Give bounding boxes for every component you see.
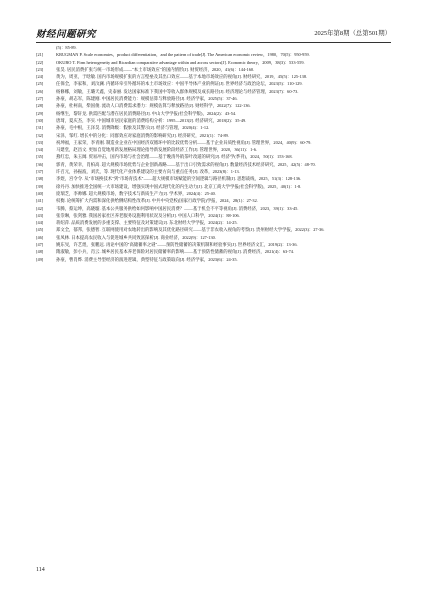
reference-item — [36, 146, 391, 153]
reference-number: [46] — [36, 234, 44, 240]
reference-text: 徐丹丹. 加快推进全国统一大市场建设，增强实现中国式现代化的内生动力[J]. 北京工商大学学报(社会科学版)，2025，40(1)：1-8. — [56, 183, 302, 189]
reference-item — [36, 248, 391, 255]
reference-list — [36, 44, 391, 263]
reference-number: [44] — [36, 220, 44, 226]
page-number: 114 — [36, 567, 45, 573]
reference-item — [36, 241, 391, 248]
reference-number: [30] — [36, 117, 44, 123]
reference-text: 权衡. 论统筹扩大内需和深化供给侧结构性改革[J]. 中共中央党校(国家行政学院)学报，2024，28(1)：27-32. — [56, 198, 258, 204]
reference-item — [36, 59, 391, 66]
reference-text: 马建堂，赵昌文. 更加自觉地用新发展格局理论指导新发展阶段经济工作[J]. 管理世界，2020，36(11)：1-6. — [56, 147, 257, 153]
reference-text: 李煜，宫令令. 从"市场换技术"到"市场育技术"——超大规模市场赋能的空间逻辑与路径机制[J]. 思想战线，2025，51(3)：128-136. — [56, 176, 302, 182]
reference-text: 孙豪，毛中根，王泽昊. 消费降级：假象及其警示[J]. 经济与管理，2020(4)：1-12. — [56, 125, 210, 131]
reference-text: 任保全，李家和，刘汶澜. 内循环牵引外循环的本土市场效应：中国半导体产业的例证[J]. 世界经济与政治论坛，2023(5)：110-129. — [56, 81, 303, 87]
reference-text: 韦腾，蔡运坤，高晓璇. 基本公共服务供给如何影响中国居民消费？——基于机会不平等视角[J]. 消费经济，2023，39(1)：33-45. — [56, 205, 299, 211]
journal-name: 财经问题研究 — [36, 29, 97, 40]
reference-number: [21] — [36, 52, 44, 58]
reference-text: 杨继生，黎轩龙. 供需匹配与潜在居民消费路径[J]. 中山大学学报(社会科学版)，2024(2)：43-54. — [56, 110, 237, 116]
reference-number: [36] — [36, 161, 44, 167]
reference-item — [36, 44, 391, 51]
reference-item — [36, 168, 391, 175]
reference-number: [26] — [36, 88, 44, 94]
reference-item — [36, 197, 391, 204]
reference-item — [36, 212, 391, 219]
reference-number: [34] — [36, 147, 44, 153]
reference-item — [36, 102, 391, 109]
issue-info: 2025年第8期（总第501期） — [314, 30, 391, 37]
reference-text: 张昊. 居民消费扩张与统一市场形成——"本土市场效应"的国内情形[J]. 财贸经济，2020，41(6)：144-160. — [56, 66, 255, 72]
reference-number: [23] — [36, 66, 44, 72]
reference-number: [25] — [36, 81, 44, 87]
reference-item — [36, 117, 391, 124]
reference-text: 郭青，黄荣幸，肖柏高. 超大规模市场优势与企业创新战略——基于出口引致需求的视角[J]. 数量经济技术经济研究，2025，42(5)：48-70. — [56, 161, 316, 167]
reference-number: [39] — [36, 183, 44, 189]
reference-item — [36, 132, 391, 139]
reference-text: 张崇琳，张剑雅. 我国居家社区养老服务设施利用状况及分析[J]. 中国人口科学，2024(1)：88-106. — [56, 212, 240, 218]
reference-text: 唐琦，夏庆杰，李实. 中国城市居民家庭的消费结构分析：1995—2013[J]. 经济研究，2018(2)：35-49. — [56, 117, 247, 123]
reference-item — [36, 256, 391, 263]
reference-number: [37] — [36, 169, 44, 175]
reference-text: 庞瑞芝，李帅娜. 超大规模市场，数字技术与新质生产力[J]. 学术界，2024(4)：25-40. — [56, 190, 216, 196]
reference-text: 宋泽，邹红. 增长中的分化：同群效应对家庭消费的影响研究[J]. 经济研究，2021(1)：74-89. — [56, 132, 229, 138]
reference-number: [32] — [36, 132, 44, 138]
reference-text: 祝坤福，王家荣，李青刚. 制造业企业在中国经济双循环中的比较优势分析——基于企业异质性视角[J]. 管理世界，2024，40(9)：60-79. — [56, 139, 312, 145]
reference-number: [49] — [36, 256, 44, 262]
reference-item — [36, 153, 391, 160]
reference-number: [43] — [36, 212, 44, 218]
reference-number: [35] — [36, 154, 44, 160]
reference-text: 隋淑敏，彭小兵，肖云. 城乡居民基本养老保险对居民储蓄率的影响——基于预防性储蓄的视角[J]. 消费经济，2021(4)：63-74. — [56, 249, 295, 255]
reference-text: 蒋绍萍. 品质消费发展的多重支撑、主要特征及对策建议[J]. 东北财经大学学报，2024(2)：14-25. — [56, 220, 238, 226]
reference-item — [36, 219, 391, 226]
reference-text: 孙豪，曹肖烨. 消费主导型经济的演进逻辑，典型特征与政策取向[J]. 经济学家，2023(6)：24-35. — [56, 256, 238, 262]
reference-number: [24] — [36, 74, 44, 80]
reference-text: 孙豪，胡志军，陈建刚. 中国居民消费能力：规模估算与释放路径[J]. 经济学家，2025(5)：37-46. — [56, 96, 238, 102]
reference-item — [36, 226, 391, 233]
reference-text: 张凤林. 日本提高农民收入与促进城乡共同致富探析[J]. 商业经济，2022(9)：127-130. — [56, 234, 216, 240]
reference-text: 郑文全，郁邦，张德智. 互联网使用对农地转出的影响及其优化路径研究——基于非农收入视角的考察[J]. 贵州财经大学学报，2022(3)：27-36. — [56, 227, 325, 233]
reference-number: [41] — [36, 198, 44, 204]
reference-item — [36, 139, 391, 146]
reference-text: OKUBO T. Firm heterogeneity and Ricardian comparative advantage within and across sectors[J]. Economic theory，2009，38(3)：533-559. — [56, 59, 305, 65]
reference-item — [36, 234, 391, 241]
reference-item — [36, 190, 391, 197]
reference-item — [36, 73, 391, 80]
reference-number: [42] — [36, 205, 44, 211]
reference-text: (5)：85-89. — [56, 45, 77, 50]
reference-item — [36, 183, 391, 190]
reference-number: [29] — [36, 110, 44, 116]
reference-number: [31] — [36, 125, 44, 131]
reference-item — [36, 95, 391, 102]
reference-text: 许召元，孙振波，刘氏，等. 现代化产业体系建设的主要方向与重点任务[J]. 改革，2023(8)：1-13. — [56, 169, 240, 175]
reference-text: 黄为，周亚，于晗敏. 国内市场规模扩张的方言壁垒及其出口效应——基于本地市场效应的视角[J]. 财经研究，2019，45(5)：125-138. — [56, 74, 308, 80]
reference-text: 杨修娜，刘敏，王璐天鑫，史泰丽. 发达国家标准下我国中等收入群体规模及成长路径[J]. 经济理论与经济管理，2023(7)：60-73. — [56, 88, 299, 94]
running-header — [36, 26, 391, 43]
reference-item — [36, 124, 391, 131]
reference-item — [36, 205, 391, 212]
reference-number: [40] — [36, 190, 44, 196]
reference-number: [48] — [36, 249, 44, 255]
reference-number: [28] — [36, 103, 44, 109]
reference-item — [36, 161, 391, 168]
reference-text: 姚东旻，许艺煜，张鹏远. 再论中国的"高储蓄率之谜"——预防性储蓄的决策机制和经验事实[J]. 世界经济文汇，2019(2)：13-36. — [56, 242, 298, 248]
reference-item — [36, 80, 391, 87]
reference-number: [47] — [36, 242, 44, 248]
reference-item — [36, 66, 391, 73]
reference-number: [27] — [36, 96, 44, 102]
reference-item — [36, 51, 391, 58]
reference-number: [38] — [36, 176, 44, 182]
reference-item — [36, 88, 391, 95]
reference-number: [45] — [36, 227, 44, 233]
reference-number: [33] — [36, 139, 44, 145]
reference-text: 燕红忠，朱玉阔. 贸易冲击，国内市场与社会治理——基于晚清外销茶叶改道的研究[J]. 经济学(季刊)，2024，50(1)：153-168. — [56, 154, 293, 160]
reference-item — [36, 110, 391, 117]
reference-item — [36, 175, 391, 182]
reference-text: KRUGMAN P. Scale economies，product differentiation，and the pattern of trade[J]. The American economic review，1980，70(5)：950-959. — [56, 52, 310, 58]
reference-text: 孙豪，杜柯南，柴国俊. 流动人口消费需求潜力：规模估算与释放路径[J]. 财经科学，2022(7)：122-136. — [56, 103, 251, 109]
reference-number: [22] — [36, 59, 44, 65]
